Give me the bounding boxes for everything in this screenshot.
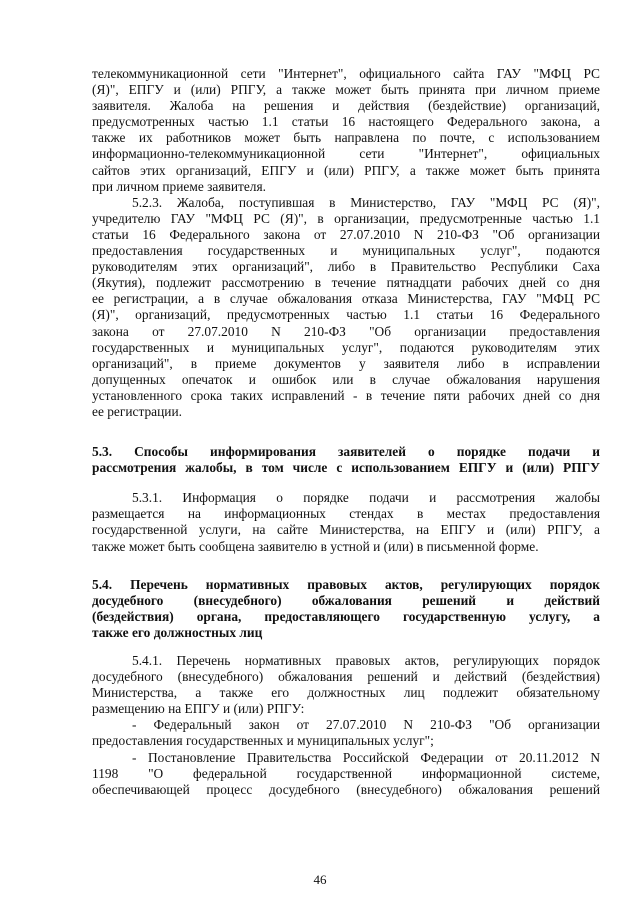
text-line: также может быть сообщена заявителю в устной и (или) в письменной форме. [92,538,539,554]
text-line: телекоммуникационной сети "Интернет", официального сайта ГАУ "МФЦ РС [92,66,600,81]
text-line: учредителю ГАУ "МФЦ РС (Я)", в организации, предусмотренные частью 1.1 [92,210,600,226]
heading-line: 5.3. Способы информирования заявителей о порядке подачи и [92,444,600,460]
text-line: 5.3.1. Информация о порядке подачи и рассмотрения жалобы [132,490,600,506]
heading-line: 5.4. Перечень нормативных правовых актов, регулирующих порядок [92,576,600,592]
text-line: сайтов этих организаций, ЕПГУ и (или) РПГУ, а также может быть принята [92,162,600,178]
heading-line: также его должностных лиц [92,624,263,640]
text-line: досудебного (внесудебного) обжалования решений и действий (бездействия) [92,669,600,685]
text-line: размещается на информационных стендах в местах предоставления [92,506,600,522]
text-line: при личном приеме заявителя. [92,178,266,194]
section-heading-5-3 [92,444,600,476]
paragraph-continuation [92,66,600,195]
text-line: (Я)", организаций, предусмотренных частью 1.1 статьи 16 Федерального [92,307,600,323]
heading-line: досудебного (внесудебного) обжалования решений и действий [92,592,600,608]
text-line: предоставления государственных и муниципальных услуг"; [92,733,434,749]
list-item-federal-law [92,717,600,749]
text-line: Министерства, а также его должностных лиц подлежит обязательному [92,685,600,701]
text-line: ее регистрации. [92,403,182,419]
text-line: - Постановление Правительства Российской Федерации от 20.11.2012 N [132,749,600,765]
text-line: государственной услуги, на сайте Министерства, на ЕПГУ и (или) РПГУ, а [92,522,600,538]
text-line: допущенных опечаток и ошибок или в случае обжалования нарушения [92,371,600,387]
text-line: заявителя. Жалоба на решения и действия (бездействие) организаций, [92,98,600,114]
text-line: информационно-телекоммуникационной сети "Интернет", официальных [92,146,600,162]
text-line: предусмотренных частью 1.1 статьи 16 настоящего Федерального закона, а [92,114,600,130]
text-line: руководителям этих организаций", либо в Правительство Республики Саха [92,259,600,275]
text-line: статьи 16 Федерального закона от 27.07.2010 N 210-ФЗ "Об организации [92,226,600,242]
page-number: 46 [313,872,327,887]
text-line: ее регистрации, а в случае обжалования отказа Министерства, ГАУ "МФЦ РС [92,291,600,307]
text-line: предоставления государственных и муниципальных услуг", подаются [92,243,600,259]
text-line: организаций", в приеме документов у заявителя либо в исправлении [92,355,600,371]
text-line: 5.2.3. Жалоба, поступившая в Министерство, ГАУ "МФЦ РС (Я)", [132,194,600,210]
paragraph-5-2-3 [92,195,600,420]
text-line: также их работников может быть направлена по почте, с использованием [92,130,600,146]
section-heading-5-4 [92,577,600,641]
text-line: - Федеральный закон от 27.07.2010 N 210-ФЗ "Об организации [132,717,600,733]
document-page [92,66,600,798]
text-line: (Якутия), подлежит рассмотрению в течение пятнадцати рабочих дней со дня [92,275,600,291]
text-line: обеспечивающей процесс досудебного (внесудебного) обжалования решений [92,781,600,797]
text-line: государственных и муниципальных услуг", подаются руководителям этих [92,339,600,355]
text-line: 5.4.1. Перечень нормативных правовых актов, регулирующих порядок [132,653,600,668]
text-line: (Я)", ЕПГУ и (или) РПГУ, а также может быть принята при личном приеме [92,82,600,98]
text-line: установленного срока таких исправлений - в течение пяти рабочих дней со дня [92,387,600,403]
paragraph-5-3-1 [92,490,600,554]
text-line: 1198 "О федеральной государственной информационной системе, [92,765,600,781]
text-line: закона от 27.07.2010 N 210-ФЗ "Об организации предоставления [92,323,600,339]
list-item-government-decree [92,750,600,798]
text-line: размещению на ЕПГУ и (или) РПГУ: [92,701,305,717]
paragraph-5-4-1 [92,653,600,717]
heading-line: (бездействия) органа, предоставляющего государственную услугу, а [92,608,600,624]
heading-line: рассмотрения жалобы, в том числе с использованием ЕПГУ и (или) РПГУ [92,460,600,476]
